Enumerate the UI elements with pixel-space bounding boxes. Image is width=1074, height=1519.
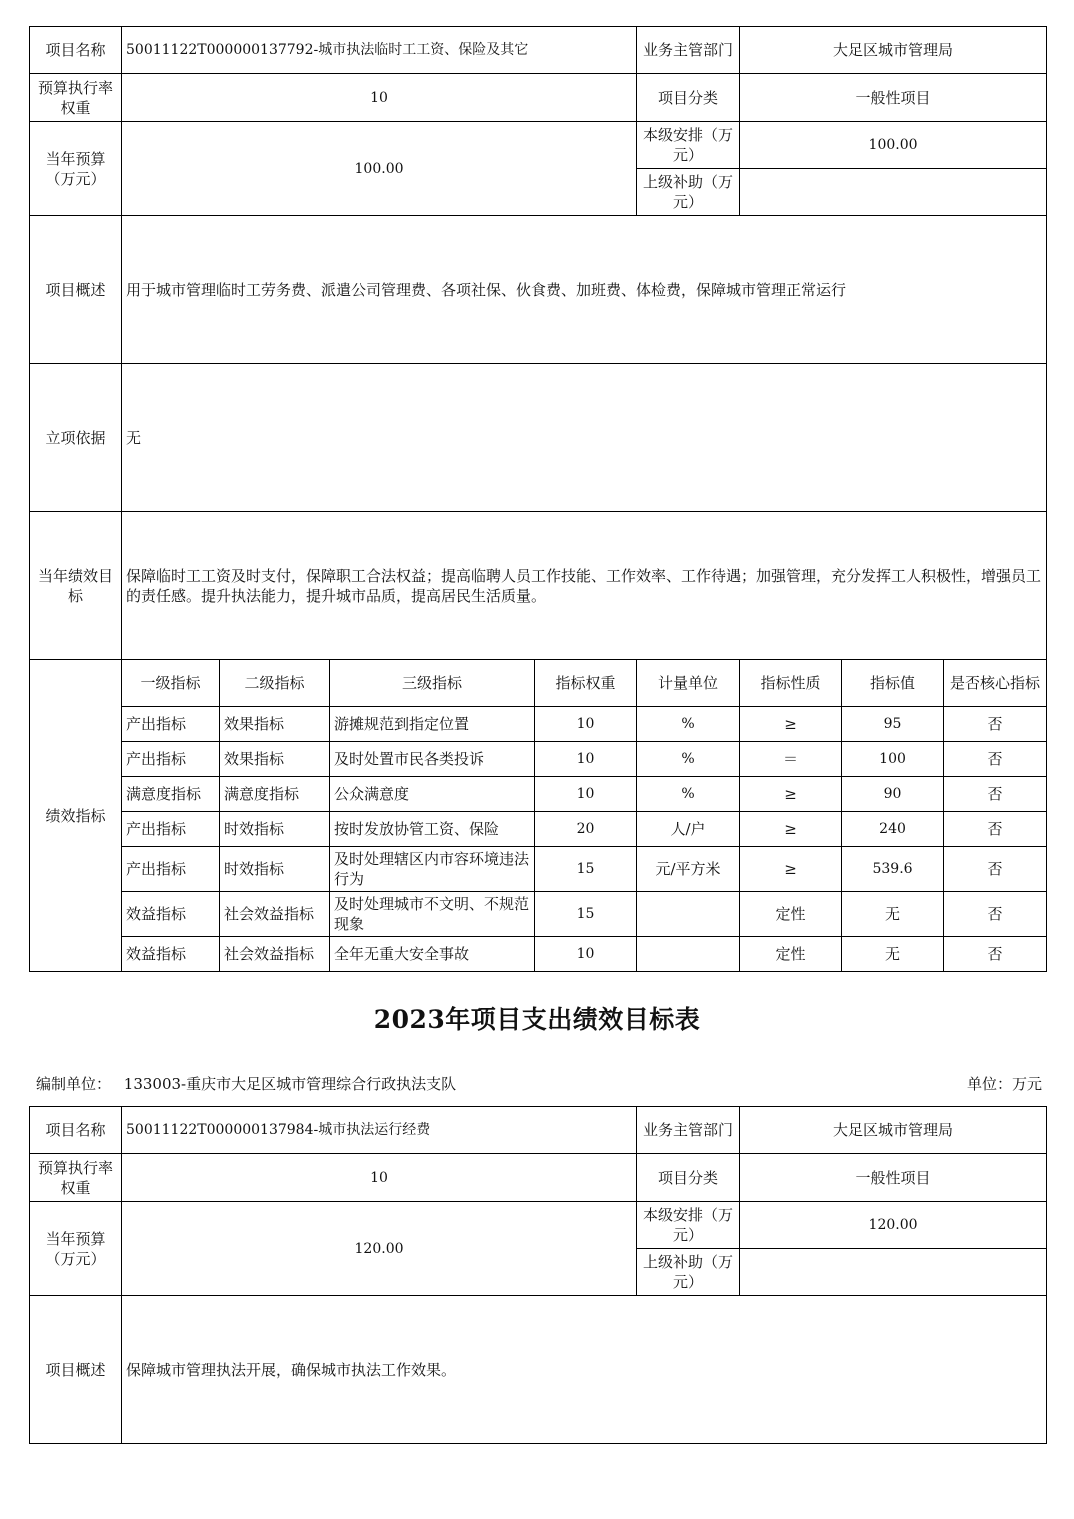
- indicator-level2: 效果指标: [220, 707, 330, 742]
- annual-budget-value: 100.00: [122, 122, 637, 216]
- compiling-unit-value: 133003-重庆市大足区城市管理综合行政执法支队: [123, 1075, 457, 1093]
- local-label: 本级安排（万元）: [637, 122, 740, 169]
- currency-unit: 单位：万元: [966, 1075, 1042, 1093]
- exec-weight-label: 预算执行率权重: [30, 1154, 122, 1202]
- indicator-nature: ≥: [740, 812, 842, 847]
- indicator-core: 否: [944, 777, 1047, 812]
- overview-value: 用于城市管理临时工劳务费、派遣公司管理费、各项社保、伙食费、加班费、体检费，保障城市管理正常运行: [122, 216, 1047, 364]
- indicator-core: 否: [944, 892, 1047, 937]
- goal-label: 当年绩效目标: [30, 512, 122, 660]
- indicator-value: 无: [842, 892, 944, 937]
- category-value: 一般性项目: [740, 1154, 1047, 1202]
- dept-value: 大足区城市管理局: [740, 1107, 1047, 1154]
- indicator-level1: 产出指标: [122, 847, 220, 892]
- indicator-level2: 效果指标: [220, 742, 330, 777]
- upper-value: [740, 1249, 1047, 1296]
- indicator-level3: 公众满意度: [330, 777, 535, 812]
- indicator-level2: 时效指标: [220, 812, 330, 847]
- indicator-unit: [637, 937, 740, 972]
- indicator-header: 指标权重: [535, 660, 637, 707]
- indicator-row: [30, 707, 1047, 742]
- indicator-weight: 10: [535, 937, 637, 972]
- indicator-nature: ≥: [740, 707, 842, 742]
- indicator-level1: 产出指标: [122, 707, 220, 742]
- indicator-row: [30, 847, 1047, 892]
- overview-value: 保障城市管理执法开展，确保城市执法工作效果。: [122, 1296, 1047, 1444]
- project-name-value: 50011122T000000137792-城市执法临时工工资、保险及其它: [122, 27, 637, 74]
- category-value: 一般性项目: [740, 74, 1047, 122]
- local-value: 120.00: [740, 1202, 1047, 1249]
- category-label: 项目分类: [637, 74, 740, 122]
- indicator-level3: 及时处置市民各类投诉: [330, 742, 535, 777]
- indicator-row: [30, 937, 1047, 972]
- indicator-level1: 效益指标: [122, 892, 220, 937]
- indicator-level3: 及时处理城市不文明、不规范现象: [330, 892, 535, 937]
- upper-value: [740, 169, 1047, 216]
- indicator-core: 否: [944, 937, 1047, 972]
- indicator-header: 二级指标: [220, 660, 330, 707]
- basis-label: 立项依据: [30, 364, 122, 512]
- indicator-unit: %: [637, 742, 740, 777]
- indicator-weight: 15: [535, 847, 637, 892]
- indicator-unit: 元/平方米: [637, 847, 740, 892]
- annual-budget-value: 120.00: [122, 1202, 637, 1296]
- indicator-level2: 满意度指标: [220, 777, 330, 812]
- indicator-weight: 10: [535, 742, 637, 777]
- indicator-header: 指标性质: [740, 660, 842, 707]
- indicator-level3: 及时处理辖区内市容环境违法行为: [330, 847, 535, 892]
- project-name-label: 项目名称: [30, 1107, 122, 1154]
- upper-label: 上级补助（万元）: [637, 1249, 740, 1296]
- indicator-header: 计量单位: [637, 660, 740, 707]
- project-name-value: 50011122T000000137984-城市执法运行经费: [122, 1107, 637, 1154]
- indicator-core: 否: [944, 742, 1047, 777]
- indicator-level3: 按时发放协管工资、保险: [330, 812, 535, 847]
- indicator-value: 539.6: [842, 847, 944, 892]
- compiling-unit-label: 编制单位：: [36, 1075, 112, 1093]
- overview-label: 项目概述: [30, 216, 122, 364]
- indicator-nature: 定性: [740, 892, 842, 937]
- exec-weight-value: 10: [122, 1154, 637, 1202]
- indicator-level1: 效益指标: [122, 937, 220, 972]
- indicator-level2: 时效指标: [220, 847, 330, 892]
- indicator-unit: [637, 892, 740, 937]
- basis-value: 无: [122, 364, 1047, 512]
- compiling-unit: [36, 1073, 456, 1094]
- indicator-row: [30, 892, 1047, 937]
- indicator-unit: %: [637, 707, 740, 742]
- exec-weight-value: 10: [122, 74, 637, 122]
- local-value: 100.00: [740, 122, 1047, 169]
- category-label: 项目分类: [637, 1154, 740, 1202]
- indicator-weight: 10: [535, 777, 637, 812]
- indicator-row: [30, 812, 1047, 847]
- dept-value: 大足区城市管理局: [740, 27, 1047, 74]
- indicator-level2: 社会效益指标: [220, 892, 330, 937]
- indicators-label: 绩效指标: [30, 660, 122, 972]
- indicator-weight: 10: [535, 707, 637, 742]
- project-table-2: [29, 1106, 1047, 1444]
- indicator-header: 是否核心指标: [944, 660, 1047, 707]
- indicator-level2: 社会效益指标: [220, 937, 330, 972]
- indicator-value: 95: [842, 707, 944, 742]
- indicator-unit: %: [637, 777, 740, 812]
- annual-budget-label: 当年预算（万元）: [30, 1202, 122, 1296]
- indicator-nature: ＝: [740, 742, 842, 777]
- indicator-value: 90: [842, 777, 944, 812]
- indicator-nature: ≥: [740, 777, 842, 812]
- indicator-value: 100: [842, 742, 944, 777]
- indicator-nature: ≥: [740, 847, 842, 892]
- indicator-level1: 满意度指标: [122, 777, 220, 812]
- indicator-weight: 15: [535, 892, 637, 937]
- indicator-header: 指标值: [842, 660, 944, 707]
- indicator-core: 否: [944, 847, 1047, 892]
- indicator-weight: 20: [535, 812, 637, 847]
- goal-value: 保障临时工工资及时支付，保障职工合法权益；提高临聘人员工作技能、工作效率、工作待遇；加强管理，充分发挥工人积极性，增强员工的责任感。提升执法能力，提升城市品质，提高居民生活质量。: [122, 512, 1047, 660]
- indicator-unit: 人/户: [637, 812, 740, 847]
- indicator-value: 无: [842, 937, 944, 972]
- indicator-level3: 游摊规范到指定位置: [330, 707, 535, 742]
- indicator-core: 否: [944, 812, 1047, 847]
- exec-weight-label: 预算执行率权重: [30, 74, 122, 122]
- indicator-row: [30, 777, 1047, 812]
- indicator-value: 240: [842, 812, 944, 847]
- indicator-core: 否: [944, 707, 1047, 742]
- indicator-nature: 定性: [740, 937, 842, 972]
- indicator-level1: 产出指标: [122, 812, 220, 847]
- overview-label: 项目概述: [30, 1296, 122, 1444]
- project-table-1: [29, 26, 1047, 972]
- project-name-label: 项目名称: [30, 27, 122, 74]
- local-label: 本级安排（万元）: [637, 1202, 740, 1249]
- upper-label: 上级补助（万元）: [637, 169, 740, 216]
- indicator-row: [30, 742, 1047, 777]
- indicator-header: 三级指标: [330, 660, 535, 707]
- indicator-level3: 全年无重大安全事故: [330, 937, 535, 972]
- dept-label: 业务主管部门: [637, 1107, 740, 1154]
- page-title: 2023年项目支出绩效目标表: [373, 1005, 701, 1034]
- indicator-header: 一级指标: [122, 660, 220, 707]
- dept-label: 业务主管部门: [637, 27, 740, 74]
- annual-budget-label: 当年预算（万元）: [30, 122, 122, 216]
- indicator-level1: 产出指标: [122, 742, 220, 777]
